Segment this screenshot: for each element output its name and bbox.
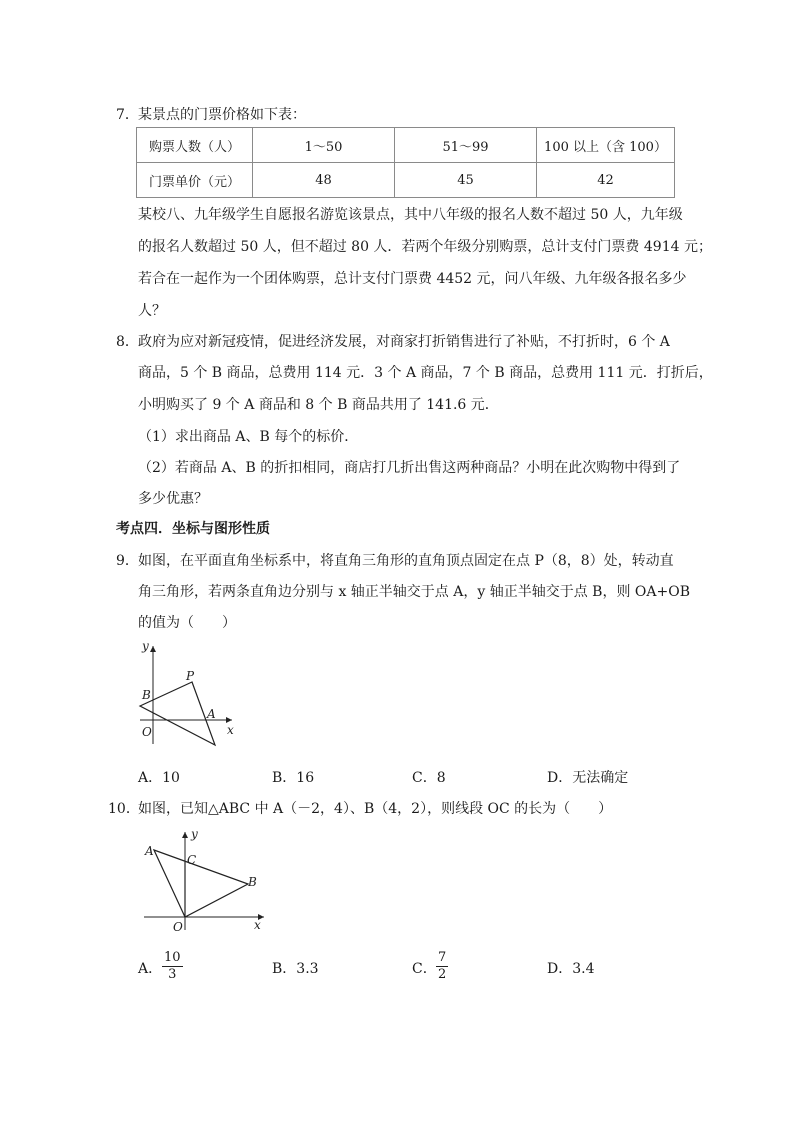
option-letter: B． bbox=[272, 770, 297, 786]
point-b-label: B bbox=[142, 688, 151, 702]
origin-label: O bbox=[142, 725, 152, 739]
table-cell: 48 bbox=[253, 163, 395, 198]
q9-line-2: 角三角形，若两条直角边分别与 x 轴正半轴交于点 A，y 轴正半轴交于点 B，则 OA+OB bbox=[138, 584, 690, 600]
q10-number: 10． bbox=[108, 801, 140, 817]
q9-line-1: 如图，在平面直角坐标系中，将直角三角形的直角顶点固定在点 P（8，8）处，转动直 bbox=[138, 553, 674, 569]
fraction-denominator: 2 bbox=[438, 967, 447, 982]
section-heading: 考点四．坐标与图形性质 bbox=[116, 521, 270, 537]
q10-option-c-fraction bbox=[436, 950, 448, 983]
table-row bbox=[137, 163, 675, 198]
table-cell: 100 以上（含 100） bbox=[537, 128, 675, 163]
option-letter: D． bbox=[547, 770, 573, 786]
q10-option-a[interactable] bbox=[138, 958, 162, 978]
triangle-abc bbox=[154, 850, 248, 917]
option-letter: A． bbox=[138, 961, 163, 977]
q8-sub1: （1）求出商品 A、B 每个的标价． bbox=[138, 429, 359, 445]
table-cell: 1～50 bbox=[253, 128, 395, 163]
table-cell: 42 bbox=[537, 163, 675, 198]
origin-label: O bbox=[173, 920, 183, 934]
q10-option-b[interactable] bbox=[272, 958, 319, 978]
option-text: 10 bbox=[162, 770, 180, 786]
fraction-numerator: 10 bbox=[164, 950, 181, 965]
q8-number: 8． bbox=[116, 334, 139, 350]
table-cell: 门票单价（元） bbox=[137, 163, 253, 198]
q8-line-2: 商品，5 个 B 商品，总费用 114 元．3 个 A 商品，7 个 B 商品，总费用 111 元．打折后， bbox=[138, 365, 713, 381]
point-p-label: P bbox=[186, 669, 195, 683]
q9-option-c[interactable] bbox=[412, 767, 446, 787]
table-cell: 45 bbox=[395, 163, 537, 198]
q9-option-a[interactable] bbox=[138, 767, 180, 787]
q9-line-3: 的值为（ ） bbox=[138, 615, 236, 631]
q7-line-4: 人？ bbox=[138, 303, 166, 319]
point-c-label: C bbox=[187, 853, 197, 867]
x-axis-label: x bbox=[254, 918, 261, 932]
option-text: 3.3 bbox=[296, 961, 319, 977]
option-letter: C． bbox=[412, 961, 437, 977]
q8-line-1: 政府为应对新冠疫情，促进经济发展，对商家打折销售进行了补贴，不打折时，6 个 A bbox=[138, 334, 670, 350]
q7-line-3: 若合在一起作为一个团体购票，总计支付门票费 4452 元，问八年级、九年级各报名多少 bbox=[138, 271, 687, 287]
q10-option-a-fraction bbox=[162, 950, 183, 983]
y-axis-label: y bbox=[191, 827, 198, 841]
q9-number: 9． bbox=[116, 553, 139, 569]
q9-option-d[interactable] bbox=[547, 767, 628, 787]
x-axis-label: x bbox=[227, 723, 234, 737]
q7-intro: 某景点的门票价格如下表： bbox=[138, 107, 306, 123]
q7-number: 7． bbox=[116, 107, 139, 123]
option-text: 3.4 bbox=[572, 961, 595, 977]
q7-line-1: 某校八、九年级学生自愿报名游览该景点，其中八年级的报名人数不超过 50 人，九年级 bbox=[138, 207, 683, 223]
fraction-numerator: 7 bbox=[438, 950, 447, 965]
option-text: 8 bbox=[436, 770, 446, 786]
fraction-denominator: 3 bbox=[168, 967, 177, 982]
q8-line-3: 小明购买了 9 个 A 商品和 8 个 B 商品共用了 141.6 元． bbox=[138, 397, 499, 413]
option-letter: A． bbox=[138, 770, 163, 786]
q10-option-c[interactable] bbox=[412, 958, 437, 978]
q9-figure bbox=[130, 636, 250, 750]
q7-line-2: 的报名人数超过 50 人，但不超过 80 人．若两个年级分别购票，总计支付门票费 4914 元； bbox=[138, 239, 712, 255]
q10-text: 如图，已知△ABC 中 A（－2，4）、B（4，2），则线段 OC 的长为（ ） bbox=[138, 801, 613, 817]
q10-figure bbox=[138, 826, 273, 934]
point-b-label: B bbox=[248, 875, 257, 889]
option-letter: D． bbox=[547, 961, 573, 977]
price-table bbox=[136, 127, 675, 198]
q8-sub2-line-1: （2）若商品 A、B 的折扣相同，商店打几折出售这两种商品？小明在此次购物中得到了 bbox=[138, 460, 681, 476]
q10-option-d[interactable] bbox=[547, 958, 595, 978]
y-axis-label: y bbox=[142, 639, 149, 653]
option-letter: C． bbox=[412, 770, 437, 786]
table-row bbox=[137, 128, 675, 163]
table-cell: 51～99 bbox=[395, 128, 537, 163]
q8-sub2-line-2: 多少优惠？ bbox=[138, 491, 208, 507]
point-a-label: A bbox=[145, 844, 154, 858]
q9-option-b[interactable] bbox=[272, 767, 314, 787]
point-a-label: A bbox=[207, 707, 216, 721]
option-letter: B． bbox=[272, 961, 297, 977]
option-text: 16 bbox=[296, 770, 315, 786]
table-cell: 购票人数（人） bbox=[137, 128, 253, 163]
option-text: 无法确定 bbox=[572, 770, 629, 786]
